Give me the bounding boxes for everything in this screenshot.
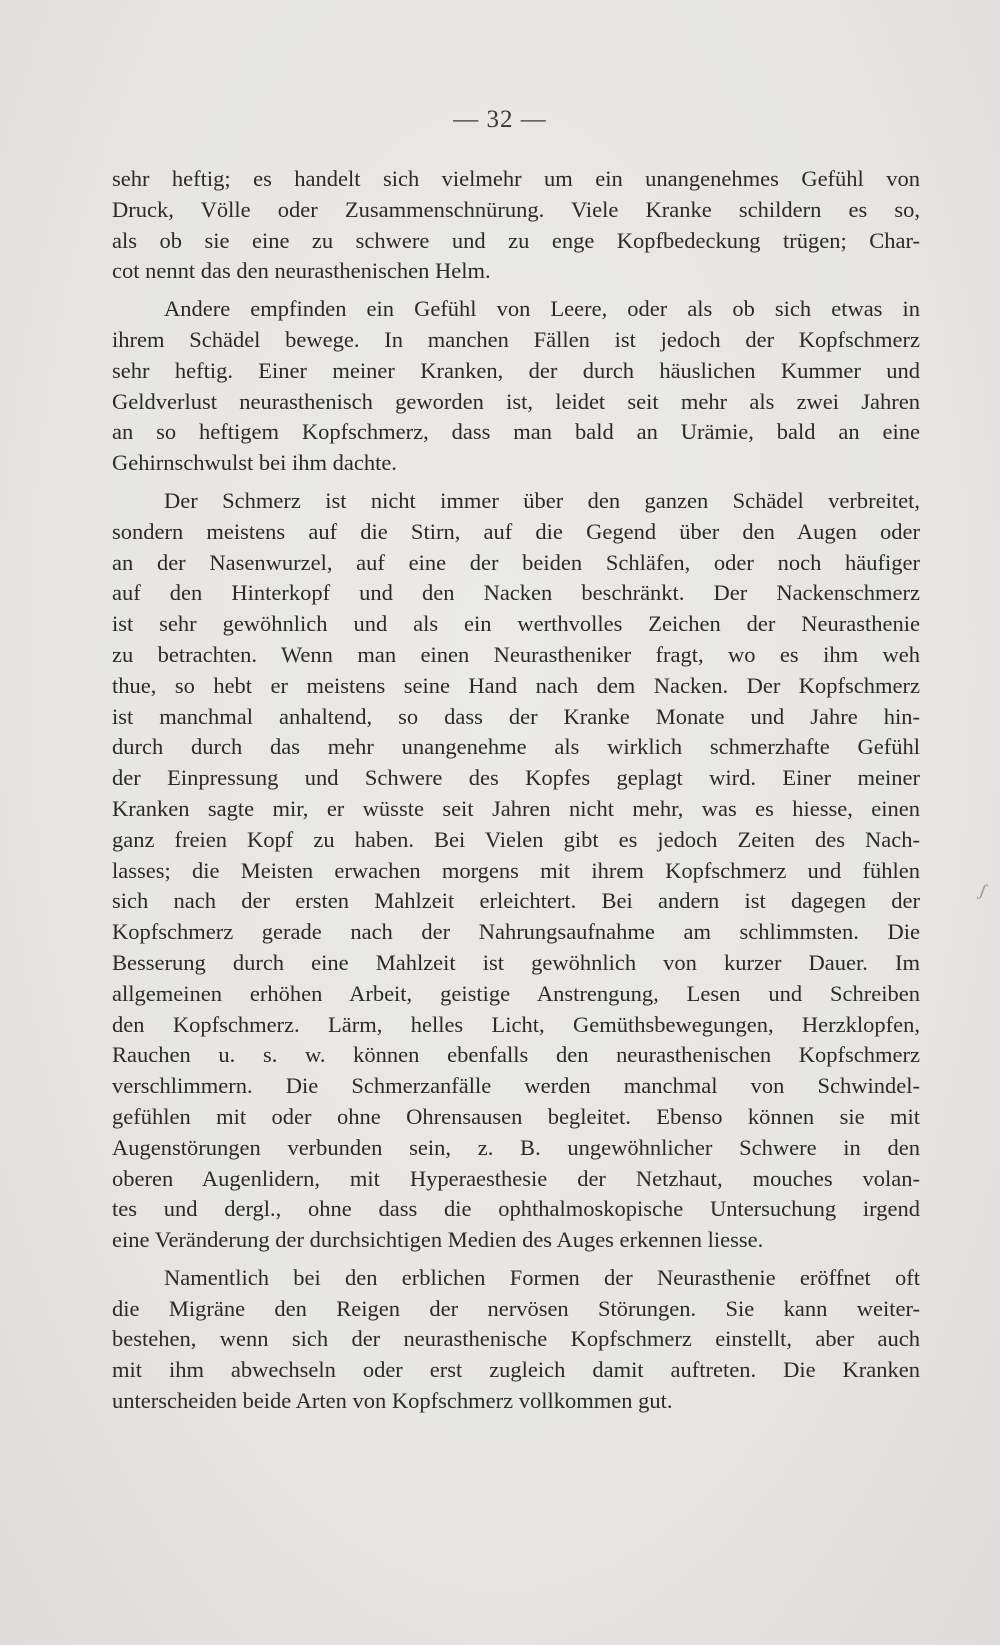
text-line: bestehen, wenn sich der neurasthenische Kopfschmerz einstellt, aber auch [112, 1326, 920, 1352]
margin-pencil-mark: ʃ [976, 879, 990, 901]
text-line: Besserung durch eine Mahlzeit ist gewöhnlich von kurzer Dauer. Im [112, 949, 920, 975]
text-line: Namentlich bei den erblichen Formen der Neurasthenie eröffnet oft [164, 1264, 920, 1290]
text-line: Druck, Völle oder Zusammenschnürung. Viele Kranke schildern es so, [112, 196, 920, 222]
text-line: auf den Hinterkopf und den Nacken beschränkt. Der Nackenschmerz [112, 580, 920, 606]
text-line: Kranken sagte mir, er wüsste seit Jahren nicht mehr, was es hiesse, einen [112, 795, 920, 821]
text-line: sehr heftig; es handelt sich vielmehr um ein unangenehmes Gefühl von [112, 166, 920, 191]
paragraph [112, 1263, 920, 1417]
text-line: zu betrachten. Wenn man einen Neurastheniker fragt, wo es ihm weh [112, 641, 920, 667]
text-line: unterscheiden beide Arten von Kopfschmerz vollkommen gut. [112, 1388, 673, 1414]
text-line: durch durch das mehr unangenehme als wirklich schmerzhafte Gefühl [112, 734, 920, 760]
text-line: Kopfschmerz gerade nach der Nahrungsaufnahme am schlimmsten. Die [112, 919, 920, 945]
page-number: — 32 — [453, 106, 547, 133]
text-line: lasses; die Meisten erwachen morgens mit ihrem Kopfschmerz und fühlen [112, 857, 920, 883]
text-line: allgemeinen erhöhen Arbeit, geistige Anstrengung, Lesen und Schreiben [112, 980, 920, 1006]
text-line: sich nach der ersten Mahlzeit erleichtert. Bei andern ist dagegen der [112, 888, 920, 914]
text-line: tes und dergl., ohne dass die ophthalmoskopische Untersuchung irgend [112, 1196, 920, 1222]
text-line: verschlimmern. Die Schmerzanfälle werden manchmal von Schwindel- [112, 1073, 920, 1099]
text-line: den Kopfschmerz. Lärm, helles Licht, Gemüthsbewegungen, Herzklopfen, [112, 1011, 920, 1037]
text-line: ist manchmal anhaltend, so dass der Kranke Monate und Jahre hin- [112, 703, 920, 729]
text-line: thue, so hebt er meistens seine Hand nach dem Nacken. Der Kopfschmerz [112, 672, 920, 698]
text-line: Gehirnschwulst bei ihm dachte. [112, 450, 397, 476]
text-line: sondern meistens auf die Stirn, auf die Gegend über den Augen oder [112, 518, 920, 544]
text-line: an der Nasenwurzel, auf eine der beiden Schläfen, oder noch häufiger [112, 549, 920, 575]
text-line: sehr heftig. Einer meiner Kranken, der durch häuslichen Kummer und [112, 357, 920, 383]
text-line: der Einpressung und Schwere des Kopfes geplagt wird. Einer meiner [112, 765, 920, 791]
text-line: Geldverlust neurasthenisch geworden ist, leidet seit mehr als zwei Jahren [112, 388, 920, 414]
paragraph [112, 294, 920, 479]
text-line: ganz freien Kopf zu haben. Bei Vielen gibt es jedoch Zeiten des Nach- [112, 826, 920, 852]
text-line: gefühlen mit oder ohne Ohrensausen begleitet. Ebenso können sie mit [112, 1103, 920, 1129]
text-line: ist sehr gewöhnlich und als ein werthvolles Zeichen der Neurasthenie [112, 611, 920, 637]
text-line: Augenstörungen verbunden sein, z. B. ungewöhnlicher Schwere in den [112, 1134, 920, 1160]
paragraph [112, 486, 920, 1256]
paragraph [112, 164, 920, 287]
text-line: Rauchen u. s. w. können ebenfalls den neurasthenischen Kopfschmerz [112, 1042, 920, 1068]
text-line: Andere empfinden ein Gefühl von Leere, oder als ob sich etwas in [164, 296, 920, 322]
text-line: cot nennt das den neurasthenischen Helm. [112, 258, 491, 284]
text-line: eine Veränderung der durchsichtigen Medien des Auges erkennen liesse. [112, 1227, 764, 1253]
text-line: mit ihm abwechseln oder erst zugleich damit auftreten. Die Kranken [112, 1357, 920, 1383]
text-line: die Migräne den Reigen der nervösen Störungen. Sie kann weiter- [112, 1295, 920, 1321]
text-line: an so heftigem Kopfschmerz, dass man bald an Urämie, bald an eine [112, 419, 920, 445]
text-line: oberen Augenlidern, mit Hyperaesthesie der Netzhaut, mouches volan- [112, 1165, 920, 1191]
text-line: als ob sie eine zu schwere und zu enge Kopfbedeckung trügen; Char- [112, 227, 920, 253]
body-text [112, 164, 920, 1417]
text-line: Der Schmerz ist nicht immer über den ganzen Schädel verbreitet, [164, 487, 920, 513]
text-line: ihrem Schädel bewege. In manchen Fällen ist jedoch der Kopfschmerz [112, 326, 920, 352]
